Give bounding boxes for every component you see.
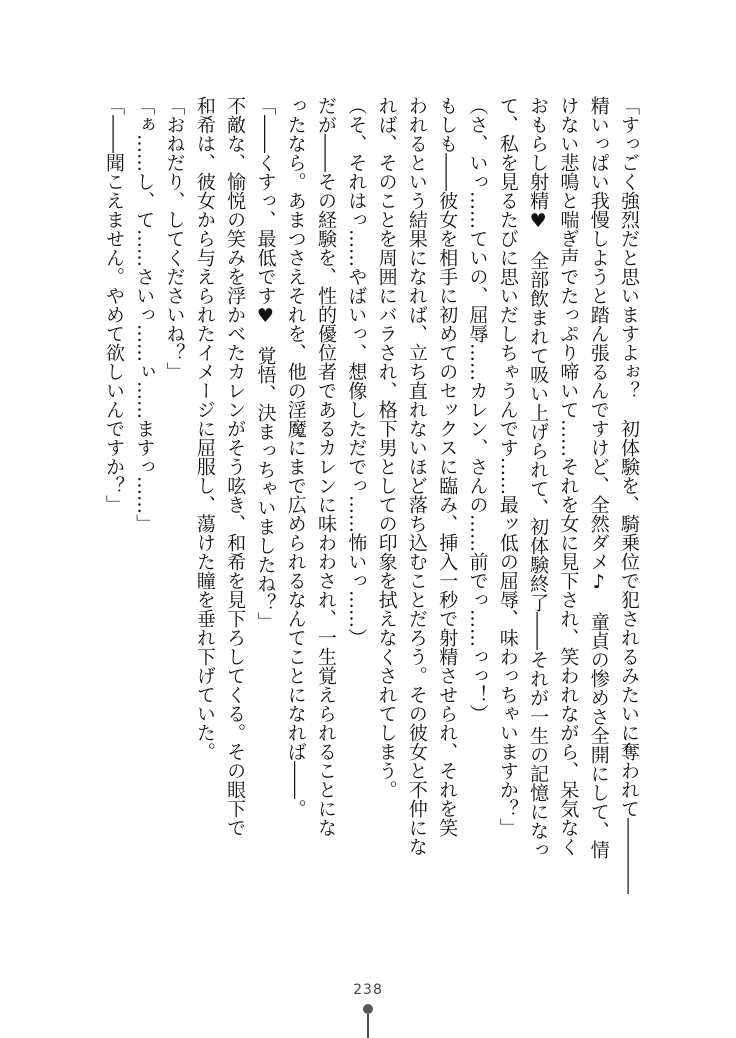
text-column: 「おねだり、してくださいね？」 <box>163 96 186 381</box>
text-column: 不敵な、愉悦の笑みを浮かべたカレンがそう呟き、和希を見下ろしてくる。その眼下で <box>224 96 247 837</box>
text-column: 「――聞こえません。やめて欲しいんですか？」 <box>102 96 125 514</box>
text-column: 「――くすっ、最低です♥ 覚悟、決まっちゃいましたね？」 <box>254 96 277 631</box>
text-column: ったなら。あまつさえそれを、他の淫魔にまで広められるなんてことになれば――。 <box>284 96 307 818</box>
text-column: おもらし射精♥ 全部飲まれて吸い上げられて、初体験終了――それが一生の記憶になっ <box>527 96 550 859</box>
text-column: けない悲鳴と喘ぎ声でたっぷり啼いて……それを女に見下され、笑われながら、呆気なく <box>557 96 580 856</box>
text-column: 「ぁ……し、て……さいっ……ぃ……ますっ……」 <box>133 96 156 533</box>
text-column: 精いっぱい我慢しようと踏ん張るんですけど、全然ダメ♪ 童貞の惨めさ全開にして、情 <box>587 96 610 859</box>
bookmark-dot-icon <box>363 1004 373 1014</box>
text-column: て、私を見るたびに思いだしちゃうんです……最ッ低の屈辱、味わっちゃいますか？」 <box>496 96 519 837</box>
text-column: （さ、いっ……ていの、屈辱……カレン、さんの……前でっ……っっ！） <box>466 96 489 723</box>
text-column: われるという結果になれば、立ち直れないほど落ち込むことだろう。その彼女と不仲にな <box>405 96 428 856</box>
page-number: 238 <box>353 982 383 998</box>
text-column: 「すっごく強烈だと思いますよぉ？ 初体験を、騎乗位で犯されるみたいに奪われて―――― <box>618 96 640 894</box>
text-column: 和希は、彼女から与えられたイメージに屈服し、蕩けた瞳を垂れ下げていた。 <box>193 96 216 761</box>
text-column: れば、そのことを周囲にバラされ、格下男としての印象を拭えなくされてしまう。 <box>375 96 398 799</box>
vertical-text-body <box>99 96 644 946</box>
text-column: （そ、それはっ……やばいっ、想像しただでっ……怖いっ……） <box>345 96 368 647</box>
text-column: もしも――彼女を相手に初めてのセックスに臨み、挿入一秒で射精させられ、それを笑 <box>436 96 459 837</box>
text-column: だが――その経験を、性的優位者であるカレンに味わわされ、一生覚えられることにな <box>315 96 338 837</box>
bookmark-line-icon <box>367 1014 369 1038</box>
